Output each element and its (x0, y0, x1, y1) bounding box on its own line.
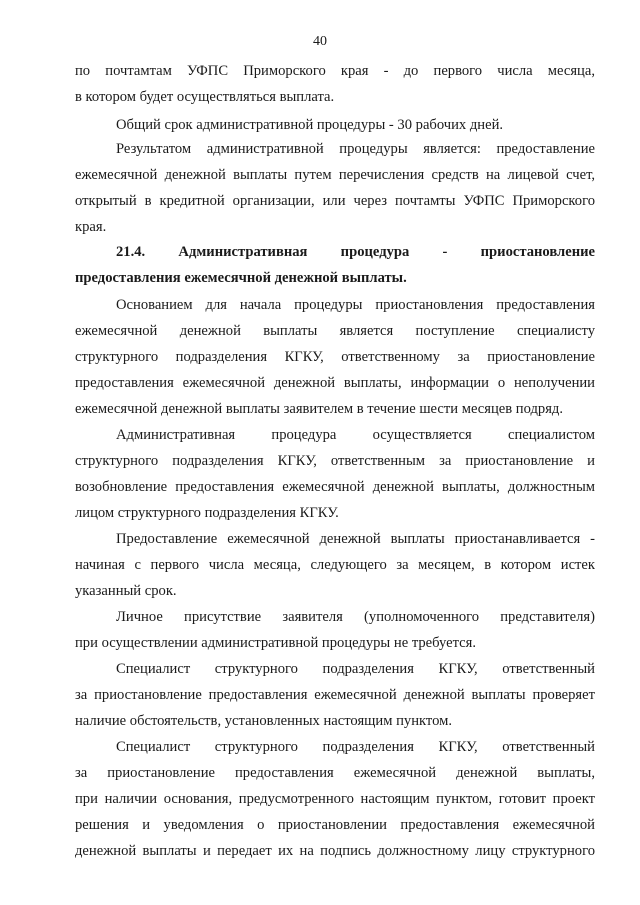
body-line: открытый в кредитной организации, или через почтамты УФПС Приморского (75, 193, 595, 209)
body-line: при осуществлении административной процедуры не требуется. (75, 635, 477, 651)
body-line: решения и уведомления о приостановлении предоставления ежемесячной (75, 817, 595, 833)
body-line: денежной выплаты и передает их на подпись должностному лицу структурного (75, 843, 595, 859)
paragraph-first-line: Личное присутствие заявителя (уполномоченного представителя) (116, 609, 595, 625)
paragraph-first-line: Основанием для начала процедуры приостановления предоставления (116, 297, 595, 313)
body-line: начиная с первого числа месяца, следующего за месяцем, в котором истек (75, 557, 595, 573)
body-line: за приостановление предоставления ежемесячной денежной выплаты, (75, 765, 595, 781)
body-line: по почтамтам УФПС Приморского края - до первого числа месяца, (75, 63, 595, 79)
page-number: 40 (313, 34, 327, 49)
paragraph-first-line: Административная процедура осуществляется специалистом (116, 427, 595, 443)
body-line: ежемесячной денежной выплаты является поступление специалисту (75, 323, 595, 339)
paragraph-first-line: Результатом административной процедуры является: предоставление (116, 141, 595, 157)
body-line: лицом структурного подразделения КГКУ. (75, 505, 339, 521)
body-line: при наличии основания, предусмотренного настоящим пунктом, готовит проект (75, 791, 595, 807)
body-line: структурного подразделения КГКУ, ответственным за приостановление и (75, 453, 595, 469)
paragraph-first-line: Предоставление ежемесячной денежной выплаты приостанавливается - (116, 531, 595, 547)
body-line: наличие обстоятельств, установленных настоящим пунктом. (75, 713, 452, 729)
body-line: предоставления ежемесячной денежной выплаты, информации о неполучении (75, 375, 595, 391)
body-line: указанный срок. (75, 583, 177, 599)
paragraph-first-line: Общий срок административной процедуры - 30 рабочих дней. (116, 117, 504, 133)
body-line: структурного подразделения КГКУ, ответственному за приостановление (75, 349, 595, 365)
paragraph-first-line: Специалист структурного подразделения КГКУ, ответственный (116, 661, 595, 677)
section-heading: предоставления ежемесячной денежной выплаты. (75, 270, 407, 286)
body-line: возобновление предоставления ежемесячной денежной выплаты, должностным (75, 479, 595, 495)
section-heading: 21.4. Административная процедура - приостановление (116, 244, 595, 260)
body-line: в котором будет осуществляться выплата. (75, 89, 335, 105)
body-line: за приостановление предоставления ежемесячной денежной выплаты проверяет (75, 687, 595, 703)
body-line: ежемесячной денежной выплаты заявителем в течение шести месяцев подряд. (75, 401, 563, 417)
paragraph-first-line: Специалист структурного подразделения КГКУ, ответственный (116, 739, 595, 755)
body-line: края. (75, 219, 107, 235)
body-line: ежемесячной денежной выплаты путем перечисления средств на лицевой счет, (75, 167, 595, 183)
